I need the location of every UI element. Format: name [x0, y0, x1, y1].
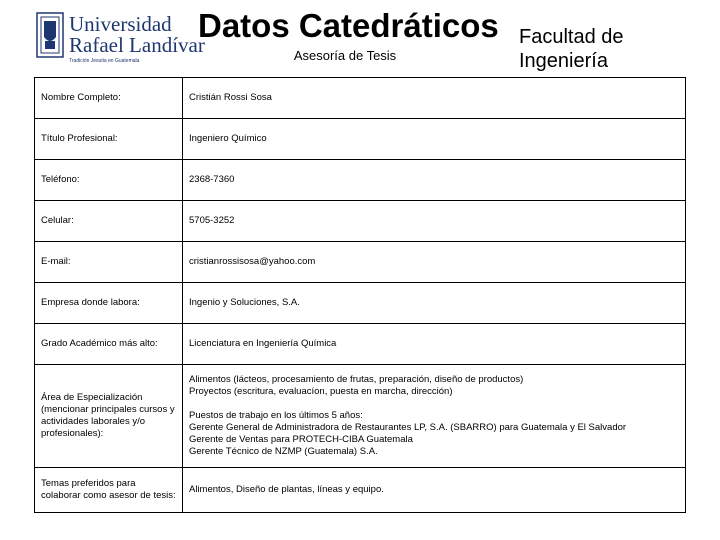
specialization-line: Gerente General de Administradora de Restaurantes LP, S.A. (SBARRO) para Guatemala y El Salvador [189, 422, 627, 433]
row-value: Ingenio y Soluciones, S.A. [183, 283, 686, 324]
specialization-line: Puestos de trabajo en los últimos 5 años: [189, 410, 363, 421]
table-row [35, 78, 686, 119]
university-crest-icon [36, 12, 64, 58]
table-row [35, 160, 686, 201]
row-label: E-mail: [35, 242, 183, 283]
professor-info-table [34, 77, 686, 513]
table-row [35, 283, 686, 324]
row-value: Licenciatura en Ingeniería Química [183, 324, 686, 365]
table-row-specialization [35, 365, 686, 468]
row-label: Empresa donde labora: [35, 283, 183, 324]
logo-tagline: Tradición Jesuita en Guatemala [69, 58, 140, 64]
row-label: Celular: [35, 201, 183, 242]
row-label: Área de Especialización (mencionar principales cursos y actividades laborales y/o profesionales): [35, 365, 183, 468]
specialization-value [183, 365, 686, 468]
table-row [35, 324, 686, 365]
row-label: Teléfono: [35, 160, 183, 201]
logo-text-line2: Rafael Landívar [69, 33, 205, 57]
page-subtitle: Asesoría de Tesis [293, 48, 397, 63]
specialization-line: Alimentos (lácteos, procesamiento de frutas, preparación, diseño de productos) [189, 374, 524, 385]
table-row-advisor-topics [35, 468, 686, 513]
row-value: cristianrossisosa@yahoo.com [183, 242, 686, 283]
table-row [35, 119, 686, 160]
university-logo [36, 12, 205, 68]
row-value: 2368-7360 [183, 160, 686, 201]
specialization-line: Gerente Técnico de NZMP (Guatemala) S.A. [189, 446, 378, 457]
row-value: Alimentos, Diseño de plantas, líneas y equipo. [183, 468, 686, 513]
faculty-name: Facultad de Ingeniería [519, 26, 624, 72]
row-value: Ingeniero Químico [183, 119, 686, 160]
row-label: Título Profesional: [35, 119, 183, 160]
table-row [35, 242, 686, 283]
specialization-line: Proyectos (escritura, evaluacíon, puesta en marcha, dirección) [189, 386, 453, 397]
table-row [35, 201, 686, 242]
logo-text-line1: Universidad [69, 12, 172, 36]
row-value: Cristián Rossi Sosa [183, 78, 686, 119]
specialization-line: Gerente de Ventas para PROTECH-CIBA Guatemala [189, 434, 413, 445]
row-label: Grado Académico más alto: [35, 324, 183, 365]
page-title: Datos Catedráticos [198, 7, 499, 44]
row-label: Nombre Completo: [35, 78, 183, 119]
row-label: Temas preferidos para colaborar como asesor de tesis: [35, 468, 183, 513]
row-value: 5705-3252 [183, 201, 686, 242]
